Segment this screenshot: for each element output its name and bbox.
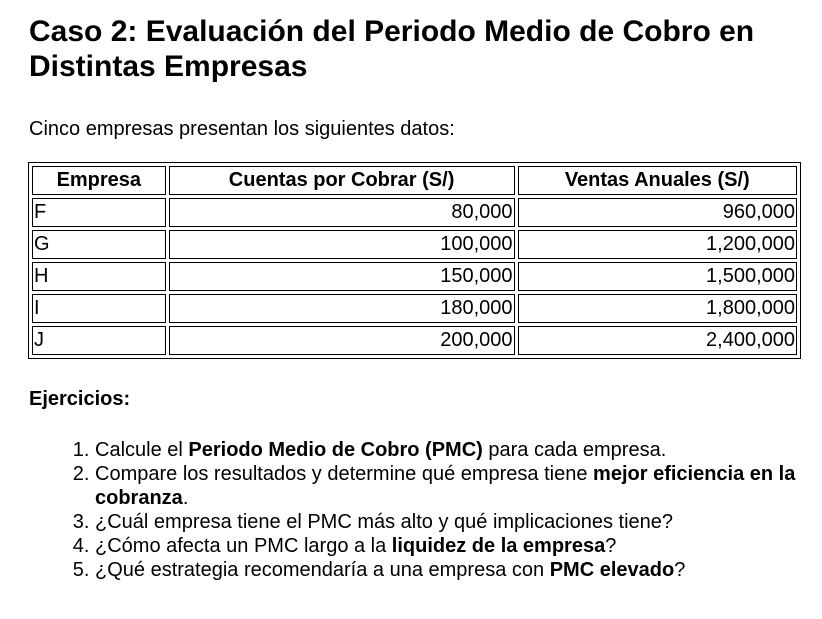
header-ventas-anuales: Ventas Anuales (S/) <box>518 166 798 195</box>
header-empresa: Empresa <box>32 166 166 195</box>
exercise-emphasis: mejor eficiencia en la cobranza <box>95 463 796 509</box>
exercise-text: Compare los resultados y determine qué empresa tiene <box>95 463 594 485</box>
cell-cuentas: 100,000 <box>169 230 515 259</box>
cell-empresa: F <box>32 198 166 227</box>
exercise-emphasis: Periodo Medio de Cobro (PMC) <box>188 439 483 461</box>
cell-empresa: H <box>32 262 166 291</box>
intro-text: Cinco empresas presentan los siguientes datos: <box>29 118 455 140</box>
list-item <box>95 438 802 462</box>
cell-ventas: 960,000 <box>518 198 798 227</box>
cell-ventas: 1,200,000 <box>518 230 798 259</box>
table-row <box>32 230 797 259</box>
cell-empresa: J <box>32 326 166 355</box>
exercise-emphasis: liquidez de la empresa <box>391 535 606 557</box>
cell-ventas: 1,500,000 <box>518 262 798 291</box>
exercise-emphasis: PMC elevado <box>549 559 675 581</box>
table-row <box>32 262 797 291</box>
table-row <box>32 198 797 227</box>
exercise-text: ¿Cuál empresa tiene el PMC más alto y qué implicaciones tiene? <box>95 511 674 533</box>
cell-cuentas: 150,000 <box>169 262 515 291</box>
exercises-heading: Ejercicios: <box>29 388 131 410</box>
exercise-text: ¿Cómo afecta un PMC largo a la <box>95 535 392 557</box>
table-header-row <box>32 166 797 195</box>
header-cuentas-por-cobrar: Cuentas por Cobrar (S/) <box>169 166 515 195</box>
page-title: Caso 2: Evaluación del Periodo Medio de Cobro en Distintas Empresas <box>29 15 755 83</box>
table-row <box>32 294 797 323</box>
exercise-text: Calcule el <box>95 439 189 461</box>
exercise-text-end: . <box>182 487 189 509</box>
exercise-text-end: ? <box>674 559 686 581</box>
list-item <box>95 534 802 558</box>
table-row <box>32 326 797 355</box>
exercises-list <box>29 438 802 582</box>
cell-cuentas: 80,000 <box>169 198 515 227</box>
cell-empresa: I <box>32 294 166 323</box>
cell-cuentas: 200,000 <box>169 326 515 355</box>
cell-ventas: 2,400,000 <box>518 326 798 355</box>
cell-ventas: 1,800,000 <box>518 294 798 323</box>
cell-cuentas: 180,000 <box>169 294 515 323</box>
list-item <box>95 462 802 510</box>
list-item <box>95 510 802 534</box>
exercise-text-end: para cada empresa. <box>482 439 667 461</box>
list-item <box>95 558 802 582</box>
cell-empresa: G <box>32 230 166 259</box>
exercise-text: ¿Qué estrategia recomendaría a una empresa con <box>95 559 550 581</box>
companies-table <box>28 162 801 359</box>
exercise-text-end: ? <box>605 535 617 557</box>
